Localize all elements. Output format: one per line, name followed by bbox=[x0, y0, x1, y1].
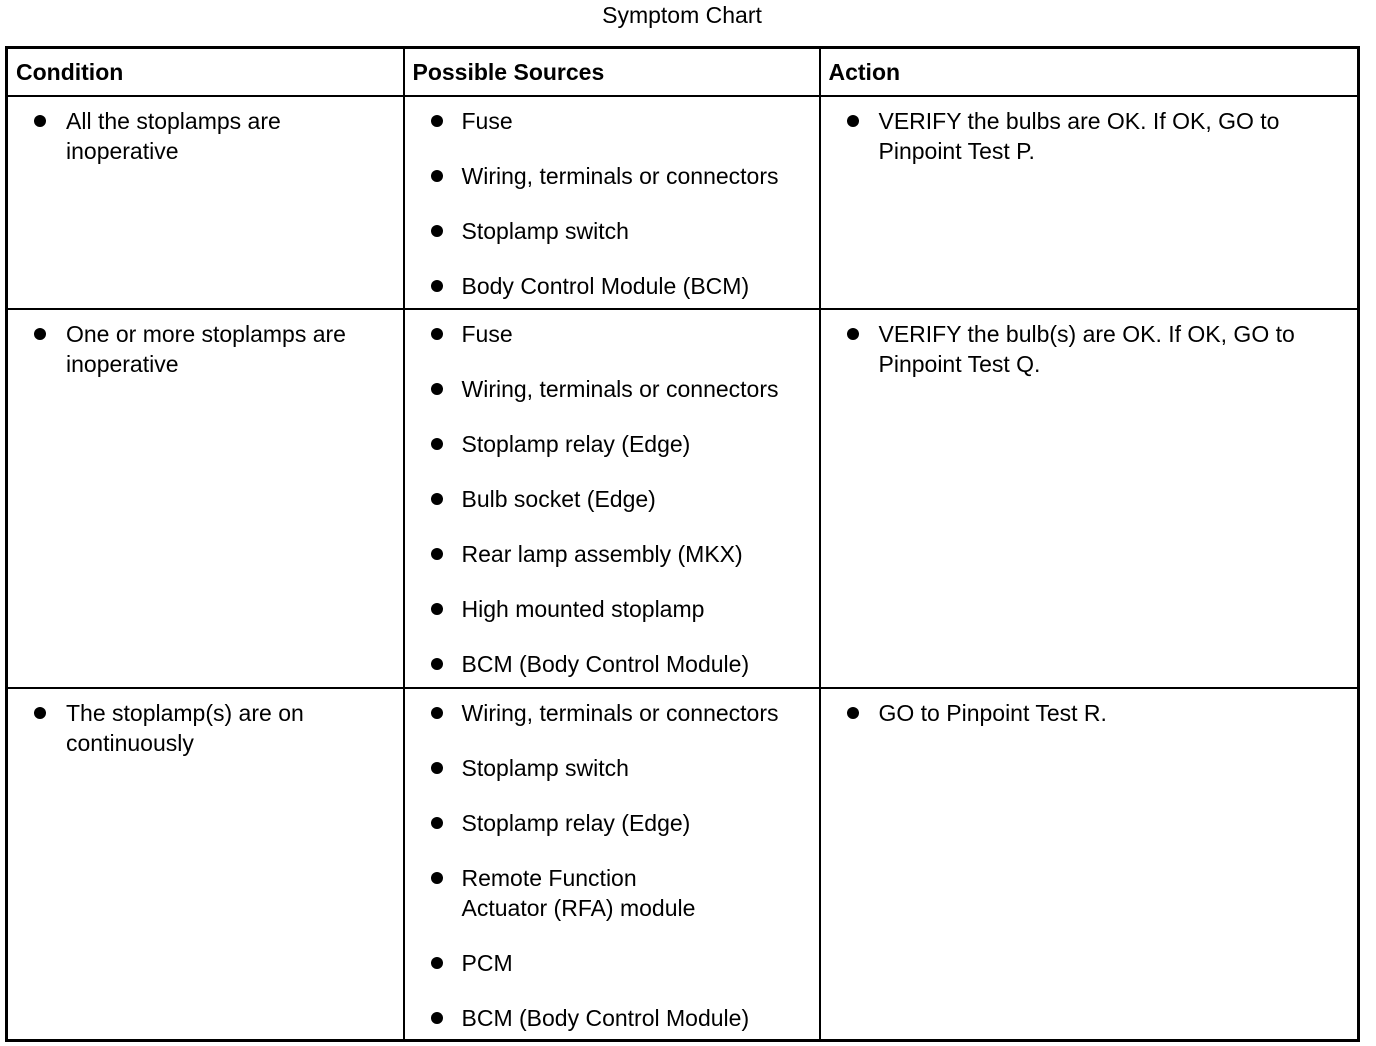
source-item bbox=[413, 808, 811, 838]
action-text: GO to Pinpoint Test R. bbox=[878, 700, 1107, 726]
action-text: VERIFY the bulbs are OK. If OK, GO to Pinpoint Test P. bbox=[878, 108, 1280, 164]
action-text: VERIFY the bulb(s) are OK. If OK, GO to Pinpoint Test Q. bbox=[878, 321, 1295, 377]
bullet-icon bbox=[847, 707, 859, 719]
source-item bbox=[413, 539, 811, 569]
bullet-icon bbox=[431, 170, 443, 182]
source-text: Stoplamp relay (Edge) bbox=[461, 431, 691, 457]
bullet-icon bbox=[431, 225, 443, 237]
action-item bbox=[829, 698, 1350, 728]
bullet-icon bbox=[431, 762, 443, 774]
source-item bbox=[413, 216, 811, 246]
source-item bbox=[413, 948, 811, 978]
bullet-icon bbox=[431, 438, 443, 450]
condition-item bbox=[16, 319, 395, 379]
bullet-icon bbox=[431, 328, 443, 340]
column-header-condition: Condition bbox=[7, 48, 404, 97]
condition-text: The stoplamp(s) are on continuously bbox=[66, 700, 304, 756]
action-item bbox=[829, 106, 1350, 166]
source-item bbox=[413, 753, 811, 783]
source-item bbox=[413, 374, 811, 404]
action-item bbox=[829, 319, 1350, 379]
source-text: Stoplamp switch bbox=[461, 218, 629, 244]
bullet-icon bbox=[34, 328, 46, 340]
table-row bbox=[7, 688, 1359, 1041]
bullet-icon bbox=[34, 115, 46, 127]
bullet-icon bbox=[431, 817, 443, 829]
source-item bbox=[413, 863, 811, 923]
source-text: Stoplamp relay (Edge) bbox=[461, 810, 691, 836]
action-cell bbox=[820, 688, 1359, 1041]
bullet-icon bbox=[431, 115, 443, 127]
source-text: Remote Function Actuator (RFA) module bbox=[461, 865, 696, 921]
source-item bbox=[413, 484, 811, 514]
source-item bbox=[413, 271, 811, 301]
source-text: Wiring, terminals or connectors bbox=[461, 700, 779, 726]
table-row bbox=[7, 309, 1359, 688]
source-item bbox=[413, 594, 811, 624]
bullet-icon bbox=[431, 957, 443, 969]
condition-cell bbox=[7, 96, 404, 309]
bullet-icon bbox=[431, 658, 443, 670]
source-text: Body Control Module (BCM) bbox=[461, 273, 750, 299]
action-cell bbox=[820, 309, 1359, 688]
bullet-icon bbox=[431, 872, 443, 884]
bullet-icon bbox=[431, 1012, 443, 1024]
source-text: Fuse bbox=[461, 321, 513, 347]
source-item bbox=[413, 429, 811, 459]
source-text: Bulb socket (Edge) bbox=[461, 486, 656, 512]
column-header-sources: Possible Sources bbox=[404, 48, 820, 97]
condition-text: One or more stoplamps are inoperative bbox=[66, 321, 346, 377]
bullet-icon bbox=[431, 280, 443, 292]
table-header-row bbox=[7, 48, 1359, 97]
bullet-icon bbox=[431, 548, 443, 560]
bullet-icon bbox=[847, 328, 859, 340]
source-text: High mounted stoplamp bbox=[461, 596, 705, 622]
source-item bbox=[413, 161, 811, 191]
condition-item bbox=[16, 698, 395, 758]
source-item bbox=[413, 319, 811, 349]
bullet-icon bbox=[431, 383, 443, 395]
source-item bbox=[413, 698, 811, 728]
source-text: Fuse bbox=[461, 108, 513, 134]
action-cell bbox=[820, 96, 1359, 309]
bullet-icon bbox=[431, 493, 443, 505]
source-item bbox=[413, 649, 811, 679]
bullet-icon bbox=[431, 603, 443, 615]
sources-cell bbox=[404, 688, 820, 1041]
bullet-icon bbox=[847, 115, 859, 127]
source-text: BCM (Body Control Module) bbox=[461, 651, 750, 677]
sources-cell bbox=[404, 96, 820, 309]
bullet-icon bbox=[34, 707, 46, 719]
page-title: Symptom Chart bbox=[602, 2, 762, 28]
table-row bbox=[7, 96, 1359, 309]
symptom-chart-table bbox=[5, 46, 1360, 1042]
condition-item bbox=[16, 106, 395, 166]
condition-text: All the stoplamps are inoperative bbox=[66, 108, 281, 164]
bullet-icon bbox=[431, 707, 443, 719]
source-item bbox=[413, 1003, 811, 1033]
source-text: Wiring, terminals or connectors bbox=[461, 376, 779, 402]
source-item bbox=[413, 106, 811, 136]
source-text: PCM bbox=[461, 950, 513, 976]
source-text: BCM (Body Control Module) bbox=[461, 1005, 750, 1031]
source-text: Wiring, terminals or connectors bbox=[461, 163, 779, 189]
condition-cell bbox=[7, 688, 404, 1041]
source-text: Rear lamp assembly (MKX) bbox=[461, 541, 743, 567]
column-header-action: Action bbox=[820, 48, 1359, 97]
condition-cell bbox=[7, 309, 404, 688]
source-text: Stoplamp switch bbox=[461, 755, 629, 781]
sources-cell bbox=[404, 309, 820, 688]
